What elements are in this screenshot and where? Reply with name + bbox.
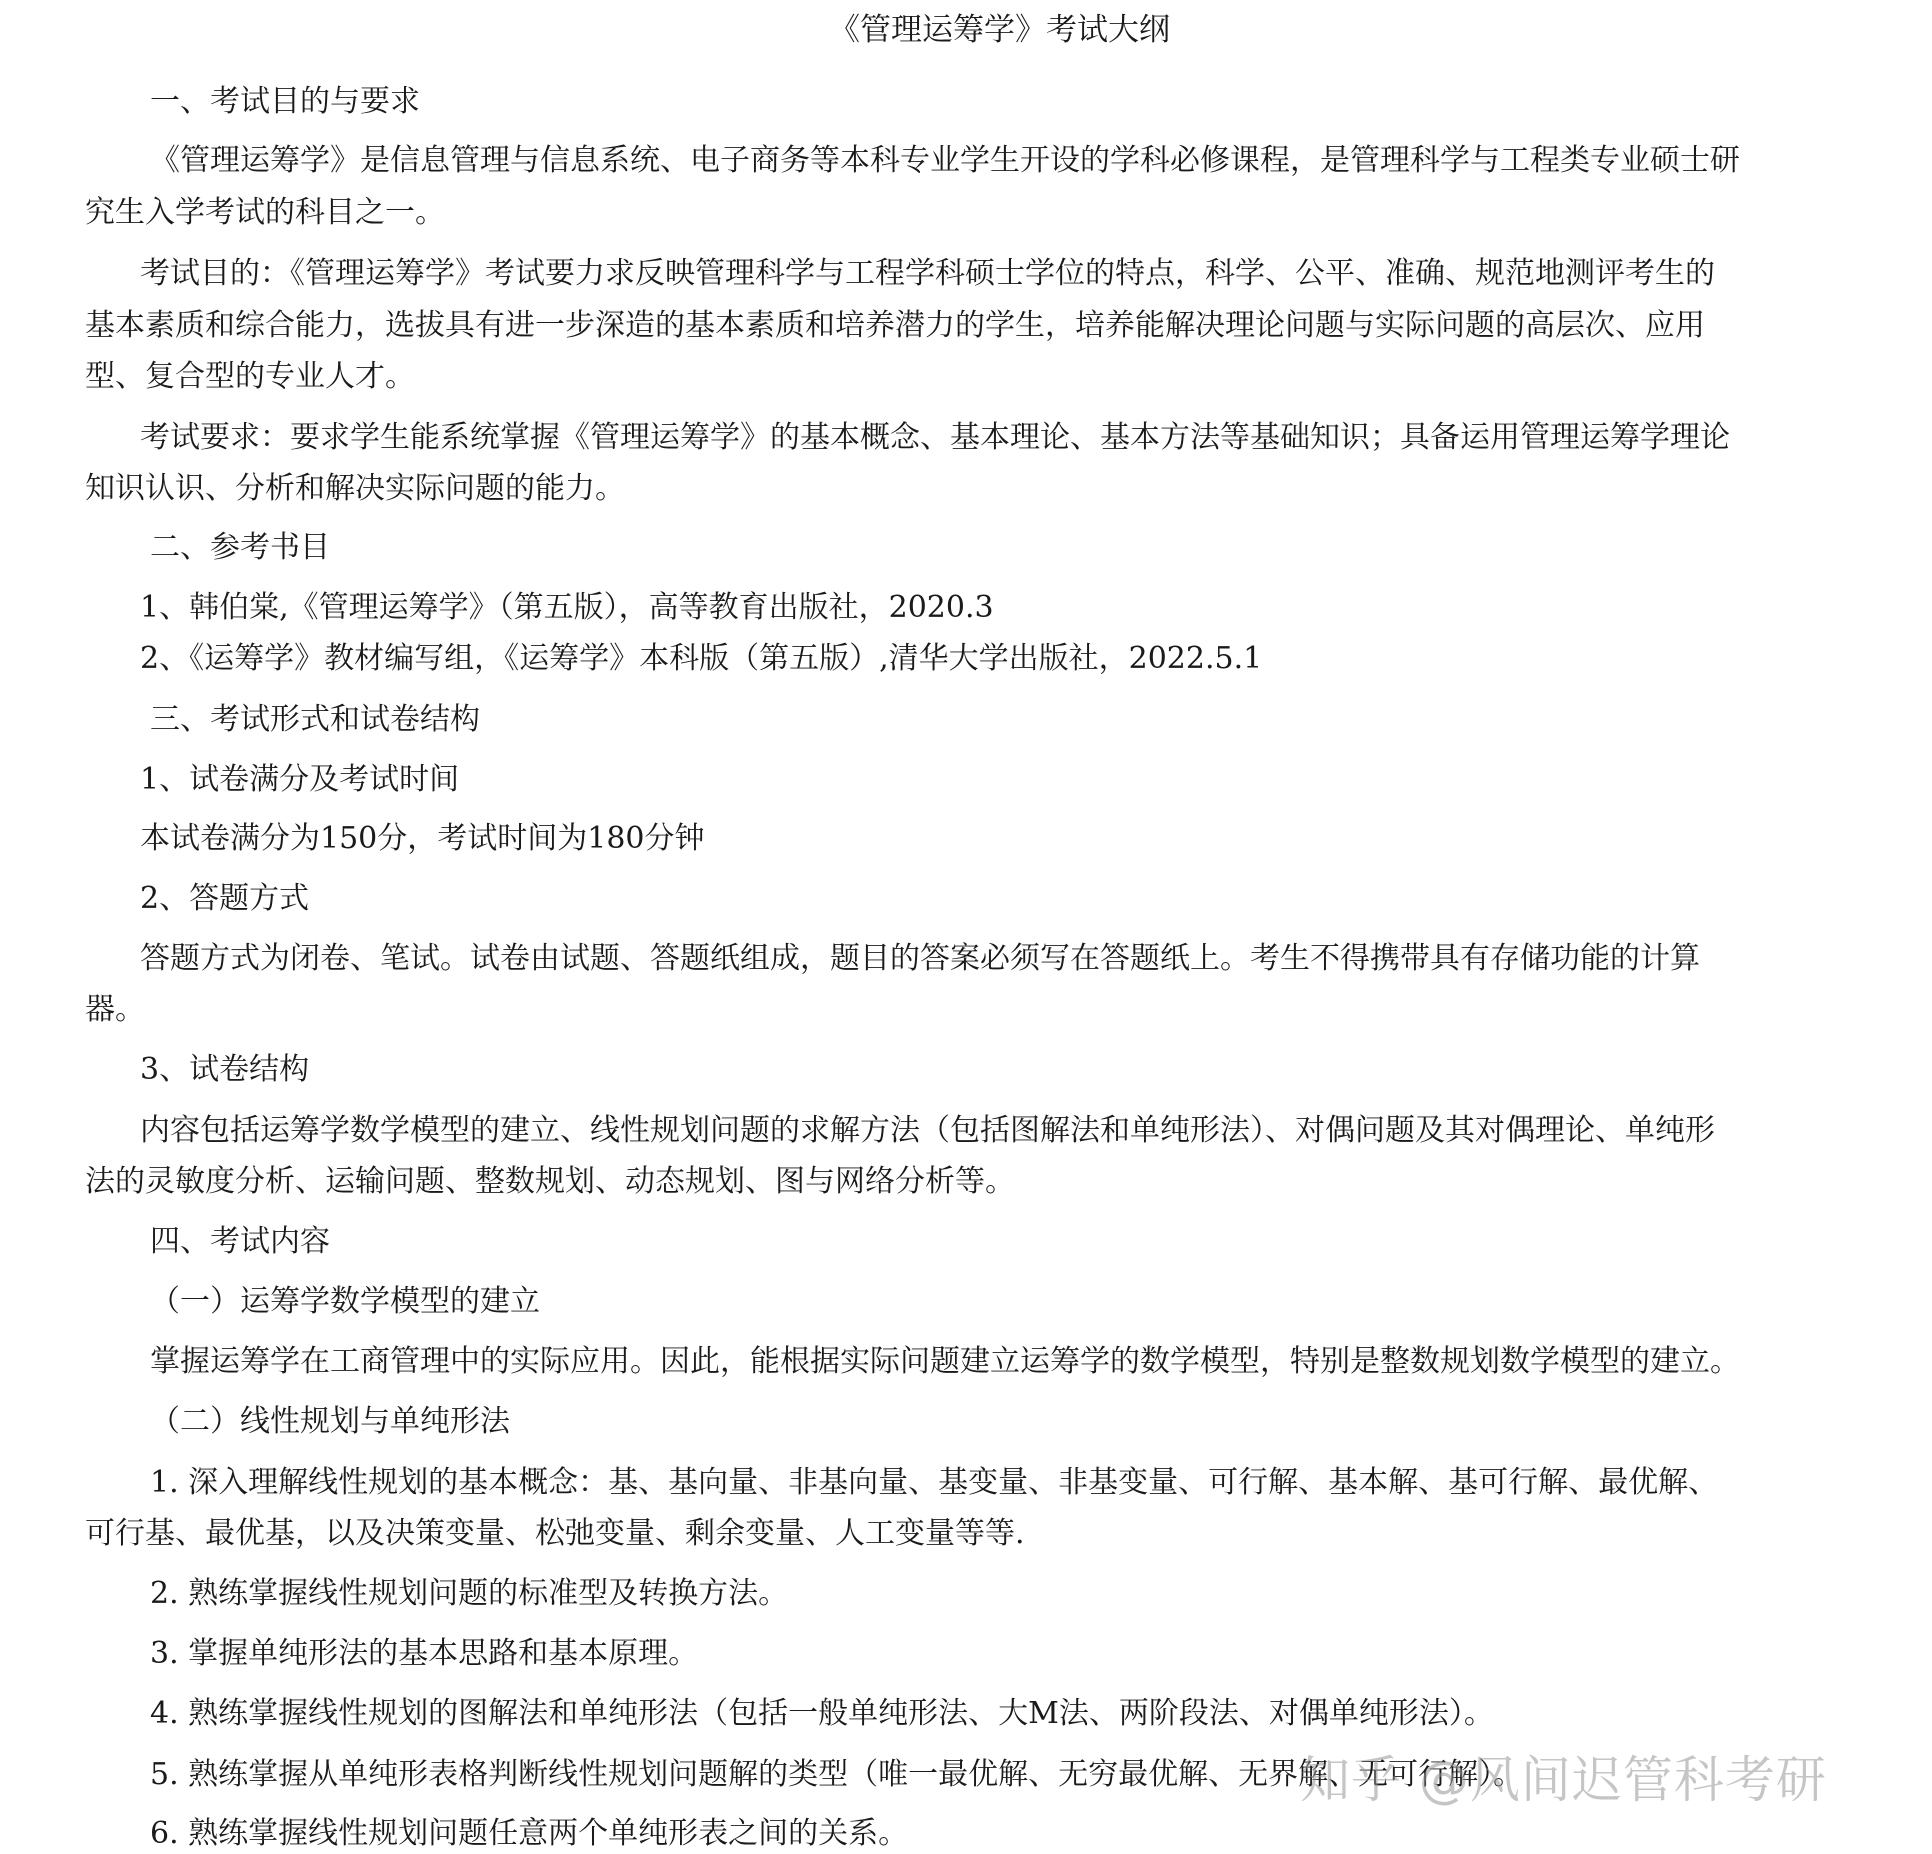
paragraph-line: 法的灵敏度分析、运输问题、整数规划、动态规划、图与网络分析等。 xyxy=(85,1164,1015,1199)
paragraph-line: 内容包括运筹学数学模型的建立、线性规划问题的求解方法（包括图解法和单纯形法）、对偶问题及其对偶理论、单纯形 xyxy=(140,1113,1715,1148)
paragraph-line: 答题方式为闭卷、笔试。试卷由试题、答题纸组成，题目的答案必须写在答题纸上。考生不得携带具有存储功能的计算 xyxy=(140,941,1700,976)
reference-item: 2、《运筹学》教材编写组，《运筹学》本科版（第五版）,清华大学出版社，2022.5.1 xyxy=(140,641,1263,676)
paragraph-line: 基本素质和综合能力，选拔具有进一步深造的基本素质和培养潜力的学生，培养能解决理论问题与实际问题的高层次、应用 xyxy=(85,308,1705,343)
list-item: 3. 掌握单纯形法的基本思路和基本原理。 xyxy=(150,1636,699,1671)
subsection-heading: 2、答题方式 xyxy=(140,881,310,916)
paragraph-line: 掌握运筹学在工商管理中的实际应用。因此，能根据实际问题建立运筹学的数学模型，特别是整数规划数学模型的建立。 xyxy=(150,1344,1740,1379)
section-heading: 二、参考书目 xyxy=(150,530,330,565)
paragraph-line: 考试目的：《管理运筹学》考试要力求反映管理科学与工程学科硕士学位的特点，科学、公平、准确、规范地测评考生的 xyxy=(140,256,1715,291)
list-item: 5. 熟练掌握从单纯形表格判断线性规划问题解的类型（唯一最优解、无穷最优解、无界解、无可行解）。 xyxy=(150,1757,1524,1792)
section-heading: 一、考试目的与要求 xyxy=(150,84,420,119)
paragraph-line: 考试要求：要求学生能系统掌握《管理运筹学》的基本概念、基本理论、基本方法等基础知识；具备运用管理运筹学理论 xyxy=(140,420,1730,455)
section-heading: 四、考试内容 xyxy=(150,1224,330,1259)
list-item: 可行基、最优基，以及决策变量、松弛变量、剩余变量、人工变量等等. xyxy=(85,1516,1025,1551)
list-item: 1. 深入理解线性规划的基本概念：基、基向量、非基向量、基变量、非基变量、可行解、基本解、基可行解、最优解、 xyxy=(150,1465,1719,1500)
paragraph-line: 《管理运筹学》是信息管理与信息系统、电子商务等本科专业学生开设的学科必修课程，是管理科学与工程类专业硕士研 xyxy=(150,143,1740,178)
subsection-heading: （二）线性规划与单纯形法 xyxy=(150,1404,510,1439)
paragraph-line: 究生入学考试的科目之一。 xyxy=(85,195,445,230)
paragraph-line: 型、复合型的专业人才。 xyxy=(85,359,415,394)
document-title: 《管理运筹学》考试大纲 xyxy=(829,12,1170,48)
paragraph-line: 知识认识、分析和解决实际问题的能力。 xyxy=(85,471,625,506)
subsection-heading: （一）运筹学数学模型的建立 xyxy=(150,1284,540,1319)
reference-item: 1、韩伯棠,《管理运筹学》（第五版），高等教育出版社，2020.3 xyxy=(140,590,994,625)
list-item: 4. 熟练掌握线性规划的图解法和单纯形法（包括一般单纯形法、大M法、两阶段法、对偶单纯形法）。 xyxy=(150,1696,1494,1731)
list-item: 6. 熟练掌握线性规划问题任意两个单纯形表之间的关系。 xyxy=(150,1816,909,1851)
paragraph-line: 本试卷满分为150分，考试时间为180分钟 xyxy=(140,821,705,856)
watermark-text: 知乎 @风间迟管科考研 xyxy=(1300,1751,1827,1809)
subsection-heading: 1、试卷满分及考试时间 xyxy=(140,762,460,797)
paragraph-line: 器。 xyxy=(85,992,145,1027)
subsection-heading: 3、试卷结构 xyxy=(140,1052,310,1087)
list-item: 2. 熟练掌握线性规划问题的标准型及转换方法。 xyxy=(150,1576,789,1611)
section-heading: 三、考试形式和试卷结构 xyxy=(150,702,480,737)
